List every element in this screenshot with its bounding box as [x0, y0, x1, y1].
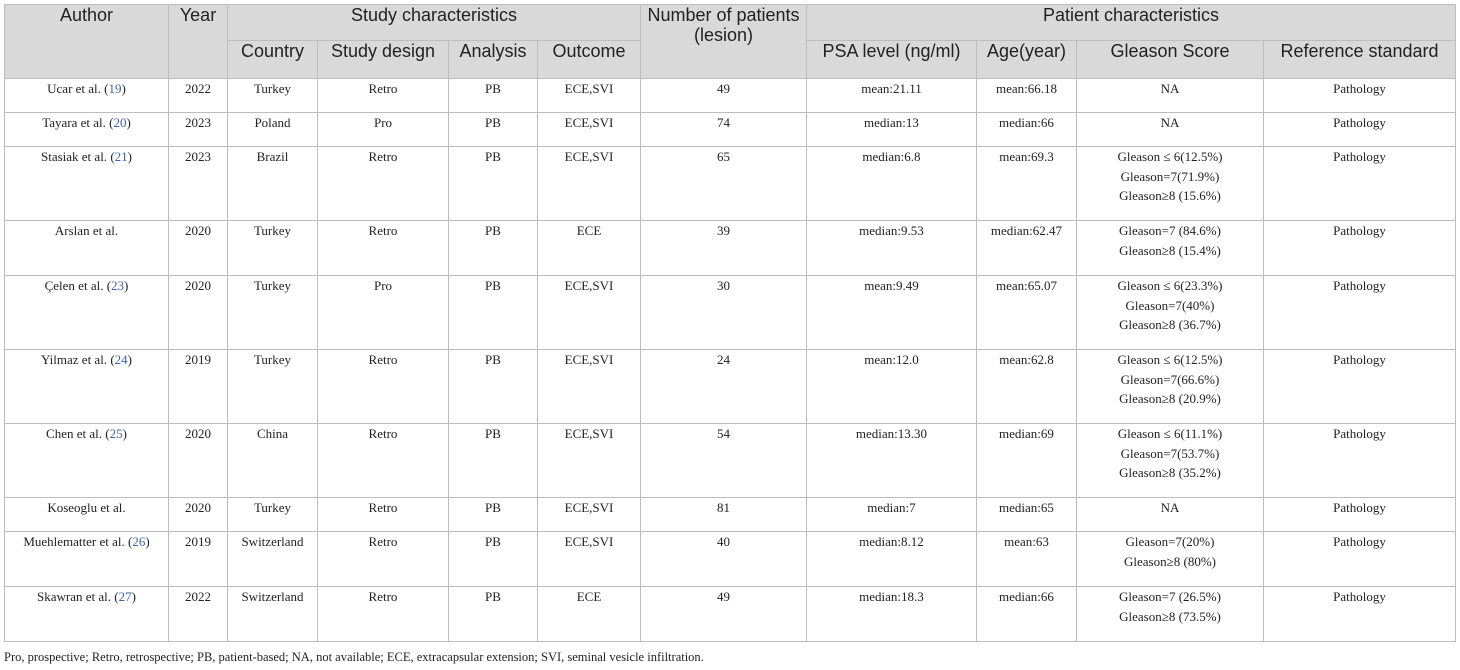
- cell-gleason-score: [1077, 498, 1264, 532]
- cell-author: Muehlematter et al. (26): [5, 532, 169, 587]
- cell-age: mean:63: [977, 532, 1077, 587]
- reference-link[interactable]: 25: [109, 426, 123, 441]
- cell-analysis: PB: [449, 350, 538, 424]
- study-characteristics-table: [4, 4, 1456, 642]
- cell-age: median:66: [977, 113, 1077, 147]
- cell-outcome: ECE,SVI: [538, 350, 641, 424]
- cell-psa-level: mean:21.11: [807, 79, 977, 113]
- header-outcome: Outcome: [538, 41, 641, 79]
- cell-reference-standard: Pathology: [1264, 498, 1456, 532]
- cell-outcome: ECE: [538, 587, 641, 642]
- gleason-line: NA: [1160, 500, 1180, 515]
- header-number-of-patients: Number of patients (lesion): [641, 5, 807, 79]
- cell-study-design: Retro: [318, 147, 449, 221]
- cell-year: 2022: [169, 587, 228, 642]
- gleason-line: Gleason ≤ 6(23.3%): [1117, 278, 1223, 293]
- author-name: Arslan et al.: [54, 223, 119, 238]
- cell-psa-level: median:18.3: [807, 587, 977, 642]
- table-row: [5, 498, 1456, 532]
- cell-year: 2022: [169, 79, 228, 113]
- cell-psa-level: median:13.30: [807, 424, 977, 498]
- header-study-characteristics: Study characteristics: [228, 5, 641, 41]
- cell-reference-standard: Pathology: [1264, 350, 1456, 424]
- cell-gleason-score: [1077, 113, 1264, 147]
- reference-link[interactable]: 20: [113, 115, 127, 130]
- cell-year: 2020: [169, 221, 228, 276]
- cell-patients: 49: [641, 587, 807, 642]
- cell-analysis: PB: [449, 498, 538, 532]
- cell-country: Poland: [228, 113, 318, 147]
- cell-study-design: Retro: [318, 350, 449, 424]
- author-name: Yilmaz et al.: [41, 352, 108, 367]
- cell-country: China: [228, 424, 318, 498]
- cell-study-design: Retro: [318, 424, 449, 498]
- table-row: [5, 276, 1456, 350]
- cell-reference-standard: Pathology: [1264, 113, 1456, 147]
- cell-age: mean:65.07: [977, 276, 1077, 350]
- table-row: [5, 350, 1456, 424]
- cell-patients: 40: [641, 532, 807, 587]
- gleason-line: Gleason≥8 (80%): [1124, 553, 1216, 569]
- cell-analysis: PB: [449, 221, 538, 276]
- header-author: Author: [5, 5, 169, 79]
- gleason-line: Gleason≥8 (73.5%): [1119, 608, 1221, 624]
- cell-author: Yilmaz et al. (24): [5, 350, 169, 424]
- cell-psa-level: median:8.12: [807, 532, 977, 587]
- table-row: [5, 532, 1456, 587]
- cell-outcome: ECE,SVI: [538, 276, 641, 350]
- cell-study-design: Retro: [318, 498, 449, 532]
- reference-link[interactable]: 19: [108, 81, 122, 96]
- cell-year: 2019: [169, 350, 228, 424]
- cell-year: 2020: [169, 276, 228, 350]
- cell-country: Turkey: [228, 79, 318, 113]
- author-name: Muehlematter et al.: [23, 534, 125, 549]
- cell-gleason-score: [1077, 350, 1264, 424]
- author-name: Chen et al.: [46, 426, 103, 441]
- header-gleason-score: Gleason Score: [1077, 41, 1264, 79]
- cell-gleason-score: [1077, 587, 1264, 642]
- table-row: [5, 79, 1456, 113]
- cell-country: Turkey: [228, 221, 318, 276]
- cell-year: 2020: [169, 498, 228, 532]
- gleason-line: Gleason≥8 (20.9%): [1119, 391, 1221, 406]
- cell-gleason-score: [1077, 79, 1264, 113]
- table-body: [5, 79, 1456, 642]
- cell-outcome: ECE,SVI: [538, 79, 641, 113]
- gleason-line: NA: [1160, 81, 1180, 96]
- gleason-line: Gleason=7(40%): [1125, 297, 1215, 313]
- cell-age: mean:69.3: [977, 147, 1077, 221]
- cell-outcome: ECE,SVI: [538, 147, 641, 221]
- cell-analysis: PB: [449, 113, 538, 147]
- cell-gleason-score: [1077, 276, 1264, 350]
- cell-psa-level: median:6.8: [807, 147, 977, 221]
- gleason-line: Gleason=7(53.7%): [1120, 445, 1220, 461]
- cell-author: Çelen et al. (23): [5, 276, 169, 350]
- header-reference-standard: Reference standard: [1264, 41, 1456, 79]
- reference-link[interactable]: 24: [114, 352, 128, 367]
- cell-year: 2023: [169, 147, 228, 221]
- cell-country: Switzerland: [228, 532, 318, 587]
- cell-psa-level: median:9.53: [807, 221, 977, 276]
- gleason-line: Gleason≥8 (15.4%): [1119, 242, 1221, 258]
- header-study-design: Study design: [318, 41, 449, 79]
- table-row: [5, 221, 1456, 276]
- gleason-line: Gleason=7(66.6%): [1120, 371, 1220, 387]
- cell-reference-standard: Pathology: [1264, 147, 1456, 221]
- cell-patients: 39: [641, 221, 807, 276]
- cell-gleason-score: [1077, 221, 1264, 276]
- cell-country: Brazil: [228, 147, 318, 221]
- cell-patients: 49: [641, 79, 807, 113]
- cell-study-design: Pro: [318, 113, 449, 147]
- gleason-line: Gleason=7(71.9%): [1120, 168, 1220, 184]
- cell-outcome: ECE,SVI: [538, 532, 641, 587]
- cell-patients: 30: [641, 276, 807, 350]
- cell-year: 2019: [169, 532, 228, 587]
- author-name: Ucar et al.: [47, 81, 101, 96]
- cell-age: median:62.47: [977, 221, 1077, 276]
- gleason-line: Gleason=7(20%): [1125, 534, 1215, 549]
- gleason-line: NA: [1160, 115, 1180, 130]
- gleason-line: Gleason≥8 (35.2%): [1119, 465, 1221, 480]
- cell-study-design: Retro: [318, 532, 449, 587]
- gleason-line: Gleason=7 (84.6%): [1119, 223, 1221, 238]
- reference-link[interactable]: 23: [111, 278, 125, 293]
- cell-country: Turkey: [228, 350, 318, 424]
- gleason-line: Gleason≥8 (36.7%): [1119, 317, 1221, 332]
- cell-author: Stasiak et al. (21): [5, 147, 169, 221]
- cell-patients: 81: [641, 498, 807, 532]
- author-name: Çelen et al.: [44, 278, 104, 293]
- cell-gleason-score: [1077, 424, 1264, 498]
- cell-reference-standard: Pathology: [1264, 79, 1456, 113]
- cell-analysis: PB: [449, 532, 538, 587]
- cell-author: Tayara et al. (20): [5, 113, 169, 147]
- cell-country: Switzerland: [228, 587, 318, 642]
- cell-age: median:66: [977, 587, 1077, 642]
- cell-country: Turkey: [228, 276, 318, 350]
- cell-author: Ucar et al. (19): [5, 79, 169, 113]
- cell-author: [5, 498, 169, 532]
- cell-study-design: Retro: [318, 221, 449, 276]
- cell-analysis: PB: [449, 424, 538, 498]
- cell-psa-level: median:7: [807, 498, 977, 532]
- table-row: [5, 147, 1456, 221]
- cell-patients: 65: [641, 147, 807, 221]
- header-country: Country: [228, 41, 318, 79]
- cell-age: mean:66.18: [977, 79, 1077, 113]
- header-analysis: Analysis: [449, 41, 538, 79]
- cell-reference-standard: Pathology: [1264, 424, 1456, 498]
- gleason-line: Gleason=7 (26.5%): [1119, 589, 1221, 604]
- cell-author: Chen et al. (25): [5, 424, 169, 498]
- cell-outcome: ECE: [538, 221, 641, 276]
- cell-patients: 24: [641, 350, 807, 424]
- cell-age: mean:62.8: [977, 350, 1077, 424]
- reference-link[interactable]: 27: [118, 589, 132, 604]
- cell-author: Skawran et al. (27): [5, 587, 169, 642]
- cell-reference-standard: Pathology: [1264, 221, 1456, 276]
- cell-reference-standard: Pathology: [1264, 276, 1456, 350]
- cell-gleason-score: [1077, 532, 1264, 587]
- cell-country: Turkey: [228, 498, 318, 532]
- cell-outcome: ECE,SVI: [538, 113, 641, 147]
- cell-psa-level: median:13: [807, 113, 977, 147]
- cell-analysis: PB: [449, 147, 538, 221]
- table-row: [5, 587, 1456, 642]
- cell-outcome: ECE,SVI: [538, 498, 641, 532]
- cell-year: 2020: [169, 424, 228, 498]
- header-age: Age(year): [977, 41, 1077, 79]
- header-psa-level: PSA level (ng/ml): [807, 41, 977, 79]
- cell-analysis: PB: [449, 587, 538, 642]
- cell-study-design: Retro: [318, 79, 449, 113]
- cell-age: median:69: [977, 424, 1077, 498]
- cell-analysis: PB: [449, 276, 538, 350]
- cell-patients: 74: [641, 113, 807, 147]
- cell-reference-standard: Pathology: [1264, 587, 1456, 642]
- cell-study-design: Pro: [318, 276, 449, 350]
- author-name: Tayara et al.: [42, 115, 106, 130]
- table-row: [5, 113, 1456, 147]
- author-name: Stasiak et al.: [40, 149, 108, 164]
- cell-gleason-score: [1077, 147, 1264, 221]
- cell-psa-level: mean:12.0: [807, 350, 977, 424]
- gleason-line: Gleason ≤ 6(12.5%): [1117, 352, 1223, 367]
- cell-patients: 54: [641, 424, 807, 498]
- gleason-line: Gleason ≤ 6(12.5%): [1117, 149, 1223, 164]
- cell-outcome: ECE,SVI: [538, 424, 641, 498]
- header-patient-characteristics: Patient characteristics: [807, 5, 1456, 41]
- reference-link[interactable]: 26: [132, 534, 146, 549]
- author-name: Skawran et al.: [37, 589, 112, 604]
- cell-reference-standard: Pathology: [1264, 532, 1456, 587]
- gleason-line: Gleason≥8 (15.6%): [1119, 188, 1221, 203]
- cell-age: median:65: [977, 498, 1077, 532]
- cell-analysis: PB: [449, 79, 538, 113]
- author-name: Koseoglu et al.: [47, 500, 126, 515]
- table-footnote: Pro, prospective; Retro, retrospective; PB, patient-based; NA, not available; ECE, extracapsular extension; SVI, seminal vesicle infiltration.: [4, 650, 704, 664]
- cell-year: 2023: [169, 113, 228, 147]
- cell-author: [5, 221, 169, 276]
- reference-link[interactable]: 21: [114, 149, 128, 164]
- gleason-line: Gleason ≤ 6(11.1%): [1117, 426, 1223, 441]
- cell-psa-level: mean:9.49: [807, 276, 977, 350]
- header-year: Year: [169, 5, 228, 79]
- cell-study-design: Retro: [318, 587, 449, 642]
- table-row: [5, 424, 1456, 498]
